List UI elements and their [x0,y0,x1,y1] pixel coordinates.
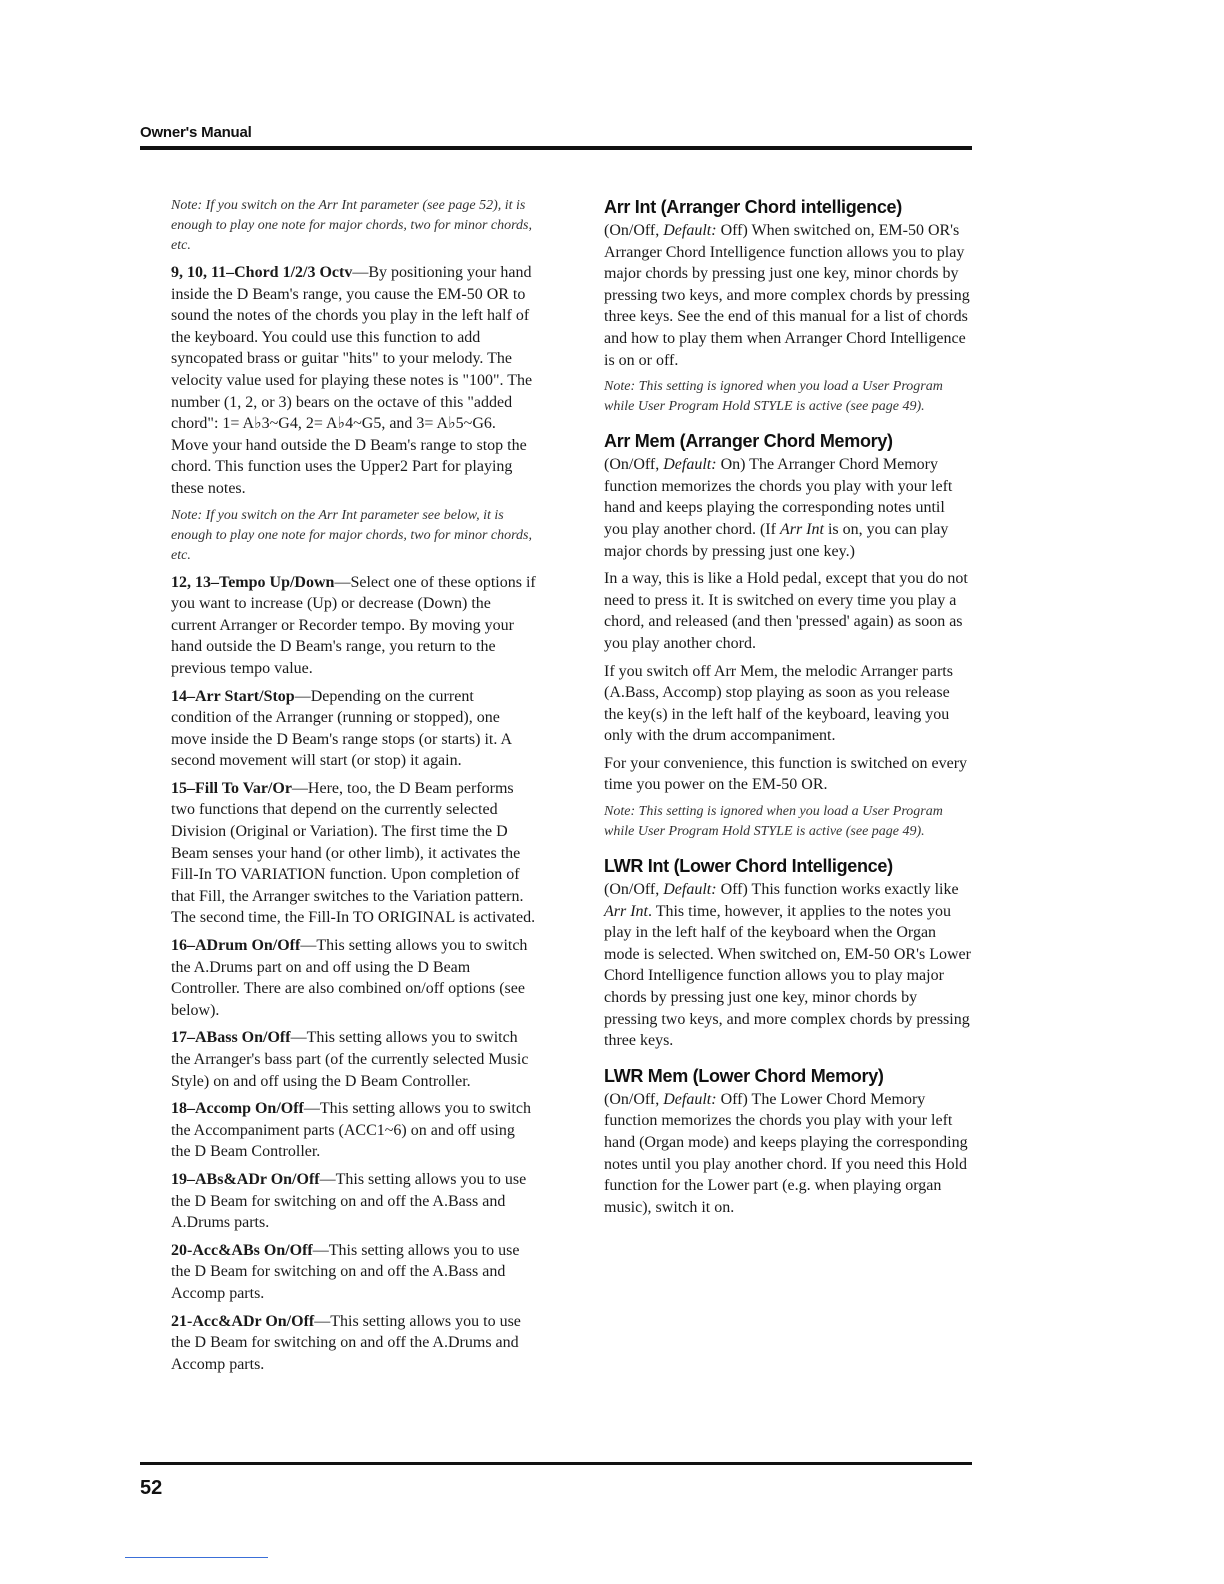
body-text: . This time, however, it applies to the notes you play in the left half of the keyboard when the Organ mode is selected. When switched on, EM-50 OR's Lower Chord Intelligence function allows you to play major chords by pressing just one key, minor chords by pressing two keys, and more complex chords by pressing three keys. [604,902,971,1050]
body-text: (On/Off, [604,456,664,474]
item-accomp [171,1098,536,1163]
right-column [604,195,972,1224]
item-abass [171,1027,536,1092]
note-arr-int-b: Note: If you switch on the Arr Int parameter see below, it is enough to play one note for major chords, two for minor chords, etc. [171,507,533,563]
item-text: —Depending on the current condition of the Arranger (running or stopped), one move inside the D Beam's range stops (or starts) it. A second movement will start (or stop) it again. [171,687,512,770]
footer-rule [140,1462,972,1465]
note-arr-int-a: Note: If you switch on the Arr Int parameter (see page 52), it is enough to play one note for major chords, two for minor chords, etc. [171,198,533,253]
body-text: (On/Off, [604,222,664,239]
header-rule [140,146,972,150]
default-label: Default: [663,456,717,474]
item-term: 16–ADrum On/Off [171,937,301,955]
body-text: Off) When switched on, EM-50 OR's Arranger Chord Intelligence function allows you to play major chords by pressing just one key, minor chords by pressing two keys, and more complex chords by pressing three keys. See the end of this manual for a list of chords and how to play them when Arranger Chord Intelligence is on or off. [604,222,970,369]
item-adrum [171,935,536,1021]
item-term: 14–Arr Start/Stop [171,687,295,705]
body-text: (On/Off, [604,1090,664,1108]
item-acc-abs [171,1240,536,1305]
heading-lwr-int: LWR Int (Lower Chord Intelligence) [604,856,893,877]
body-text: Off) The Lower Chord Memory function memorizes the chords you play with your left hand (Organ mode) and keeps playing the corresponding notes until you play another chord. If you need this Hold function for the Lower part (e.g. when playing organ music), switch it on. [604,1090,968,1216]
note-arr-int: Note: This setting is ignored when you load a User Program while User Program Hold STYLE is active (see page 49). [604,379,943,415]
item-text: —This setting allows you to switch the Arranger's bass part (of the currently selected Music Style) on and off using the D Beam Controller. [171,1029,529,1090]
item-text: —This setting allows you to switch the Accompaniment parts (ACC1~6) on and off using the D Beam Controller. [171,1100,531,1161]
param-ref: Arr Int [604,902,648,920]
item-term: 19–ABs&ADr On/Off [171,1170,320,1188]
lwr-mem-body [604,1089,972,1219]
item-text: —This setting allows you to switch the A.Drums part on and off using the D Beam Controller. There are also combined on/off options (see below). [171,937,528,1019]
body-text: On) The Arranger Chord Memory function memorizes the chords you play with your left hand and keeps playing the corresponding notes until you play another chord. (If [604,456,953,538]
left-column [171,196,536,1381]
default-label: Default: [663,881,717,899]
item-acc-adr [171,1311,536,1376]
item-term: 9, 10, 11–Chord 1/2/3 Octv [171,264,353,281]
item-fill-to-var [171,778,536,929]
item-chord-octv [171,262,536,500]
heading-arr-int: Arr Int (Arranger Chord intelligence) [604,197,902,217]
arr-mem-body [604,454,972,562]
item-arr-start-stop [171,686,536,772]
default-label: Default: [663,1090,717,1108]
body-text: is on, you can play major chords by pressing just one key.) [604,520,949,560]
running-header: Owner's Manual [140,124,252,141]
arr-mem-p4: For your convenience, this function is switched on every time you power on the EM-50 OR. [604,754,968,794]
item-term: 12, 13–Tempo Up/Down [171,573,335,591]
arr-mem-p3: If you switch off Arr Mem, the melodic Arranger parts (A.Bass, Accomp) stop playing as soon as you release the key(s) in the left half of the keyboard, leaving you only with the drum accompaniment. [604,662,953,745]
page-number: 52 [140,1477,163,1499]
item-term: 18–Accomp On/Off [171,1100,304,1118]
arr-int-body [604,220,972,371]
item-text: —This setting allows you to use the D Beam for switching on and off the A.Drums and Accomp parts. [171,1312,521,1373]
item-abs-adr [171,1169,536,1234]
heading-arr-mem: Arr Mem (Arranger Chord Memory) [604,431,893,452]
item-term: 20-Acc&ABs On/Off [171,1241,313,1259]
param-ref: Arr Int [779,520,824,538]
item-text: —Select one of these options if you want to increase (Up) or decrease (Down) the current Arranger or Recorder tempo. By moving your hand outside the D Beam's range, you return to the previous tempo value. [171,573,536,677]
item-term: 17–ABass On/Off [171,1029,291,1047]
body-text: (On/Off, [604,881,664,899]
item-tempo [171,572,536,680]
lwr-int-body [604,879,972,1052]
item-text: —This setting allows you to use the D Beam for switching on and off the A.Bass and A.Drums parts. [171,1170,527,1232]
default-label: Default: [663,222,717,239]
heading-lwr-mem: LWR Mem (Lower Chord Memory) [604,1065,884,1086]
item-term: 21-Acc&ADr On/Off [171,1312,315,1330]
item-term: 15–Fill To Var/Or [171,779,292,797]
note-arr-mem: Note: This setting is ignored when you load a User Program while User Program Hold STYLE is active (see page 49). [604,804,943,840]
item-text: —Here, too, the D Beam performs two functions that depend on the currently selected Division (Original or Variation). The first time the D Beam senses your hand (or other limb), it activates the Fill-In TO VARIATION function. Upon completion of that Fill, the Arranger switches to the Variation pattern. The second time, the Fill-In TO ORIGINAL is activated. [171,779,536,927]
arr-mem-p2: In a way, this is like a Hold pedal, except that you do not need to press it. It is switched on every time you play a chord, and released (and then 'pressed' again) as soon as you play another chord. [604,570,968,652]
item-text: —By positioning your hand inside the D Beam's range, you cause the EM-50 OR to sound the notes of the chords you play in the left half of the keyboard. You could use this function to add syncopated brass or guitar "hits" to your melody. The velocity value used for playing these notes is "100". The number (1, 2, or 3) bears on the octave of this "added chord": 1= A♭3~G4, 2= A♭4~G5, and 3= A♭5~G6. Move your hand outside the D Beam's range to stop the chord. This function uses the Upper2 Part for playing these notes. [171,264,533,497]
body-text: Off) This function works exactly like [716,881,959,899]
item-text: —This setting allows you to use the D Beam for switching on and off the A.Bass and Accomp parts. [171,1241,520,1302]
link-underline [125,1557,268,1558]
